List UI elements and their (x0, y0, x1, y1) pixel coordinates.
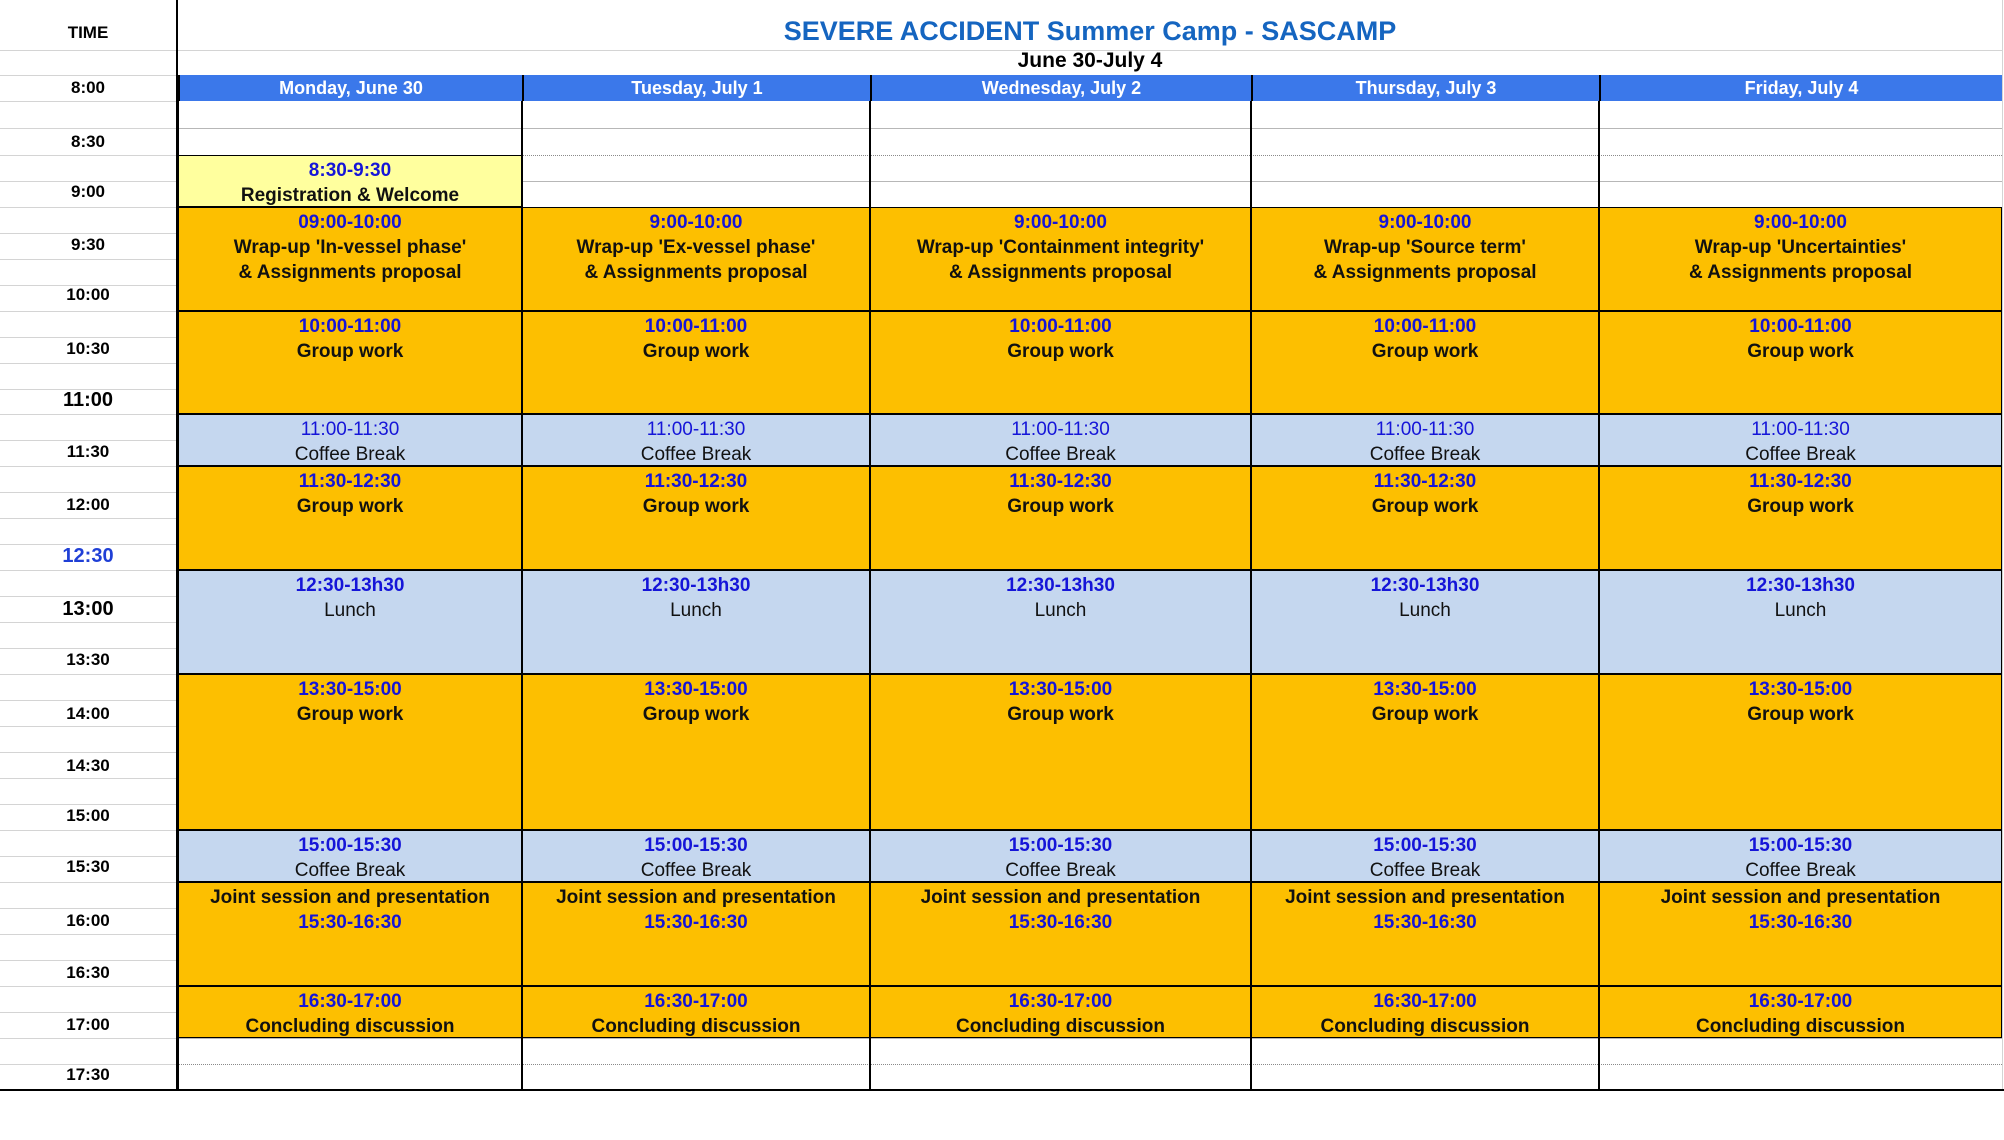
time-row-line (0, 570, 176, 571)
session-label: Group work (642, 341, 750, 362)
session-time: 10:00-11:00 (298, 316, 402, 337)
session-label: Group work (1371, 496, 1479, 517)
session-time: 9:00-10:00 (1378, 212, 1472, 233)
coffee-break-block (1599, 414, 2002, 466)
wrapup-block (870, 207, 1251, 311)
break-time: 11:00-11:30 (1751, 419, 1850, 440)
time-label: 8:00 (70, 78, 106, 97)
time-row-line (0, 466, 176, 467)
session-label: Group work (642, 704, 750, 725)
session-label: Group work (296, 496, 404, 517)
coffee-break-block (1251, 414, 1599, 466)
time-row-line (0, 518, 176, 519)
group-work-block (1251, 674, 1599, 830)
time-row-line (0, 75, 176, 76)
session-time: 15:30-16:30 (644, 912, 748, 933)
session-label: Group work (296, 341, 404, 362)
session-label: Group work (1747, 704, 1854, 725)
time-label: 15:00 (66, 806, 110, 825)
time-label: 9:00 (70, 182, 106, 201)
time-row-line (0, 830, 176, 831)
lunch-block (1251, 570, 1599, 674)
session-label: Joint session and presentation (556, 887, 836, 908)
group-work-block (1251, 466, 1599, 570)
time-label: 14:30 (66, 756, 110, 775)
session-time: 16:30-17:00 (298, 991, 402, 1012)
session-label: Wrap-up 'Uncertainties' (1694, 237, 1907, 258)
wrapup-block (522, 207, 870, 311)
session-time: 11:30-12:30 (1749, 471, 1852, 492)
break-label: Coffee Break (640, 860, 752, 881)
session-time: 11:30-12:30 (1009, 471, 1112, 492)
session-label: Joint session and presentation (1660, 887, 1941, 908)
group-work-block (1251, 311, 1599, 414)
time-row-line (0, 181, 176, 182)
coffee-break-block (522, 830, 870, 882)
group-work-block (178, 311, 522, 414)
group-work-block (522, 674, 870, 830)
session-label: & Assignments proposal (238, 262, 462, 283)
time-row-line (0, 1064, 176, 1065)
break-label: Coffee Break (1005, 444, 1116, 465)
break-time: 11:00-11:30 (1375, 419, 1475, 440)
session-label: Concluding discussion (1320, 1016, 1530, 1037)
group-work-block (870, 311, 1251, 414)
time-row-line (0, 674, 176, 675)
break-time: 12:30-13h30 (1006, 575, 1115, 596)
session-label: Group work (1371, 341, 1479, 362)
session-time: 11:30-12:30 (298, 471, 402, 492)
break-time: 15:00-15:30 (1748, 835, 1853, 856)
time-row-line (0, 363, 176, 364)
session-label: Wrap-up 'In-vessel phase' (233, 237, 467, 258)
session-label: Concluding discussion (1695, 1016, 1905, 1037)
session-time: 15:30-16:30 (298, 912, 402, 933)
coffee-break-block (178, 414, 522, 466)
lunch-block (522, 570, 870, 674)
concluding-discussion-block (870, 986, 1251, 1038)
page-subtitle: June 30-July 4 (1017, 49, 1163, 72)
time-label: 13:30 (66, 650, 110, 669)
column-divider (521, 101, 523, 1089)
lunch-block (1599, 570, 2002, 674)
group-work-block (1599, 674, 2002, 830)
time-label: 10:30 (66, 339, 110, 358)
session-time: 13:30-15:00 (298, 679, 402, 700)
time-label: 17:00 (66, 1015, 110, 1034)
group-work-block (178, 466, 522, 570)
group-work-block (522, 466, 870, 570)
concluding-discussion-block (178, 986, 522, 1038)
session-time: 15:30-16:30 (1748, 912, 1853, 933)
break-time: 15:00-15:30 (644, 835, 748, 856)
break-time: 11:00-11:30 (300, 419, 400, 440)
break-label: Coffee Break (1745, 860, 1856, 881)
column-divider (1250, 101, 1252, 1089)
time-column (0, 0, 178, 1089)
session-time: 13:30-15:00 (1008, 679, 1113, 700)
time-row-line (0, 337, 176, 338)
time-label: 8:30 (70, 132, 106, 151)
time-row-line (0, 856, 176, 857)
coffee-break-block (522, 414, 870, 466)
break-label: Lunch (324, 600, 376, 621)
session-label: Wrap-up 'Source term' (1324, 237, 1526, 258)
session-time: 16:30-17:00 (1748, 991, 1853, 1012)
break-time: 11:00-11:30 (1011, 419, 1110, 440)
joint-session-block (178, 882, 522, 986)
session-label: Group work (296, 704, 404, 725)
session-time: 8:30-9:30 (308, 160, 392, 181)
concluding-discussion-block (522, 986, 870, 1038)
session-time: 9:00-10:00 (1014, 212, 1107, 233)
time-row-line (0, 778, 176, 779)
time-row-line (0, 285, 176, 286)
time-row-line (0, 1012, 176, 1013)
page-title: SEVERE ACCIDENT Summer Camp - SASCAMP (783, 16, 1397, 46)
column-divider (1598, 101, 1600, 1089)
break-label: Lunch (1399, 600, 1451, 621)
grid-line (178, 1064, 2002, 1065)
time-label: 12:30 (62, 545, 114, 567)
session-time: 10:00-11:00 (644, 316, 748, 337)
session-label: & Assignments proposal (1688, 262, 1913, 283)
session-time: 9:00-10:00 (1754, 212, 1847, 233)
time-row-line (0, 389, 176, 390)
lunch-block (870, 570, 1251, 674)
title-divider (178, 50, 2002, 51)
session-time: 11:30-12:30 (1373, 471, 1477, 492)
time-label: 17:30 (66, 1065, 110, 1084)
time-label: 15:30 (66, 857, 110, 876)
break-label: Coffee Break (1745, 444, 1856, 465)
joint-session-block (1251, 882, 1599, 986)
time-row-line (0, 492, 176, 493)
break-time: 11:00-11:30 (646, 419, 746, 440)
session-time: 11:30-12:30 (644, 471, 748, 492)
wrapup-block (178, 207, 522, 311)
joint-session-block (1599, 882, 2002, 986)
coffee-break-block (178, 830, 522, 882)
group-work-block (870, 674, 1251, 830)
break-time: 12:30-13h30 (1370, 575, 1480, 596)
break-label: Lunch (1774, 600, 1827, 621)
group-work-block (870, 466, 1251, 570)
time-row-line (0, 311, 176, 312)
session-label: Group work (1371, 704, 1479, 725)
break-label: Coffee Break (294, 444, 406, 465)
wrapup-block (1599, 207, 2002, 311)
time-row-line (0, 700, 176, 701)
break-time: 15:00-15:30 (1008, 835, 1113, 856)
time-row-line (0, 960, 176, 961)
break-label: Lunch (1034, 600, 1087, 621)
session-time: 09:00-10:00 (298, 212, 402, 233)
time-row-line (0, 233, 176, 234)
session-label: & Assignments proposal (584, 262, 808, 283)
time-row-line (0, 1038, 176, 1039)
time-label: 11:00 (62, 389, 114, 411)
break-label: Coffee Break (1005, 860, 1116, 881)
session-time: 13:30-15:00 (644, 679, 748, 700)
break-label: Lunch (670, 600, 722, 621)
time-row-line (0, 622, 176, 623)
day-header: Friday, July 4 (1599, 75, 2002, 101)
session-time: 15:30-16:30 (1373, 912, 1477, 933)
break-time: 12:30-13h30 (641, 575, 751, 596)
session-label: Joint session and presentation (920, 887, 1201, 908)
session-label: Group work (1007, 341, 1114, 362)
session-label: Group work (1007, 704, 1114, 725)
session-time: 10:00-11:00 (1009, 316, 1112, 337)
time-row-line (0, 155, 176, 156)
grid-line (522, 181, 2002, 182)
time-column-header: TIME (0, 0, 176, 51)
coffee-break-block (1599, 830, 2002, 882)
session-time: 13:30-15:00 (1373, 679, 1477, 700)
session-time: 9:00-10:00 (649, 212, 743, 233)
group-work-block (178, 674, 522, 830)
grid-line (178, 128, 2002, 129)
time-row-line (0, 414, 176, 415)
right-border (2002, 0, 2003, 1089)
time-label: 13:00 (62, 598, 114, 620)
group-work-block (1599, 311, 2002, 414)
time-row-line (0, 882, 176, 883)
break-label: Coffee Break (1369, 444, 1481, 465)
joint-session-block (870, 882, 1251, 986)
session-time: 15:30-16:30 (1008, 912, 1113, 933)
time-row-line (0, 804, 176, 805)
time-row-line (0, 986, 176, 987)
column-divider (869, 101, 871, 1089)
break-time: 12:30-13h30 (295, 575, 405, 596)
time-row-line (0, 934, 176, 935)
session-label: Registration & Welcome (240, 185, 460, 206)
coffee-break-block (870, 830, 1251, 882)
session-time: 16:30-17:00 (1373, 991, 1477, 1012)
time-row-line (0, 128, 176, 129)
break-label: Coffee Break (294, 860, 406, 881)
column-divider (177, 101, 179, 1089)
time-label: 9:30 (70, 235, 106, 254)
time-label: 10:00 (66, 285, 110, 304)
time-row-line (0, 908, 176, 909)
break-time: 15:00-15:30 (298, 835, 402, 856)
group-work-block (1599, 466, 2002, 570)
time-row-line (0, 544, 176, 545)
day-header: Monday, June 30 (178, 75, 522, 101)
day-header: Wednesday, July 2 (870, 75, 1251, 101)
group-work-block (522, 311, 870, 414)
concluding-discussion-block (1251, 986, 1599, 1038)
time-label: 12:00 (66, 495, 110, 514)
session-label: Group work (642, 496, 750, 517)
break-label: Coffee Break (640, 444, 752, 465)
time-row-line (0, 752, 176, 753)
session-label: Wrap-up 'Ex-vessel phase' (576, 237, 816, 258)
session-time: 13:30-15:00 (1748, 679, 1853, 700)
session-label: Joint session and presentation (210, 887, 490, 908)
session-label: Joint session and presentation (1285, 887, 1565, 908)
time-row-line (0, 259, 176, 260)
session-label: & Assignments proposal (1313, 262, 1537, 283)
time-row-line (0, 596, 176, 597)
time-row-line (0, 207, 176, 208)
joint-session-block (522, 882, 870, 986)
day-header: Thursday, July 3 (1251, 75, 1599, 101)
bottom-border (0, 1089, 2004, 1091)
wrapup-block (1251, 207, 1599, 311)
lunch-block (178, 570, 522, 674)
break-time: 15:00-15:30 (1373, 835, 1477, 856)
session-label: Wrap-up 'Containment integrity' (916, 237, 1205, 258)
day-header: Tuesday, July 1 (522, 75, 870, 101)
session-label: Concluding discussion (591, 1016, 801, 1037)
time-row-line (0, 648, 176, 649)
session-time: 16:30-17:00 (644, 991, 748, 1012)
coffee-break-block (1251, 830, 1599, 882)
session-label: Group work (1747, 496, 1854, 517)
session-label: Group work (1747, 341, 1854, 362)
time-label: 11:30 (66, 442, 110, 461)
break-time: 12:30-13h30 (1746, 575, 1855, 596)
time-row-line (0, 101, 176, 102)
time-row-line (0, 726, 176, 727)
time-label: 16:00 (66, 911, 110, 930)
session-time: 10:00-11:00 (1749, 316, 1852, 337)
session-time: 10:00-11:00 (1373, 316, 1477, 337)
session-time: 16:30-17:00 (1008, 991, 1113, 1012)
session-label: & Assignments proposal (948, 262, 1173, 283)
concluding-discussion-block (1599, 986, 2002, 1038)
break-label: Coffee Break (1369, 860, 1481, 881)
time-label: 14:00 (66, 704, 110, 723)
session-label: Concluding discussion (245, 1016, 455, 1037)
session-label: Concluding discussion (955, 1016, 1165, 1037)
time-label: 16:30 (66, 963, 110, 982)
registration-block (178, 155, 522, 207)
time-row-line (0, 440, 176, 441)
coffee-break-block (870, 414, 1251, 466)
session-label: Group work (1007, 496, 1114, 517)
